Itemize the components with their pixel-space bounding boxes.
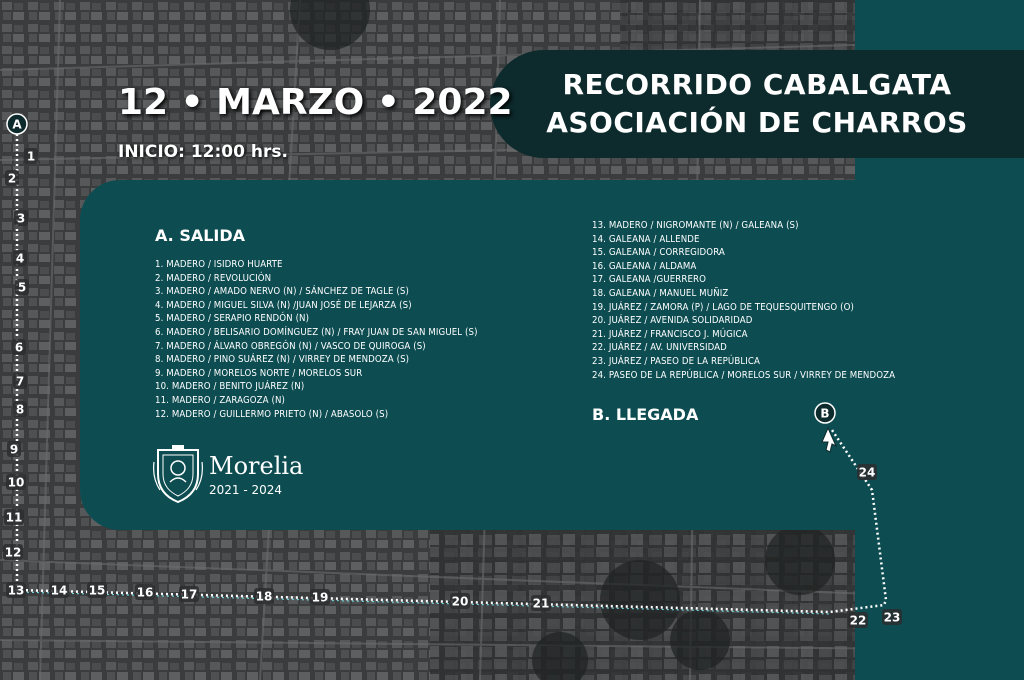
waypoint-label-24: 24 xyxy=(858,465,876,480)
list-item: 4. MADERO / MIGUEL SILVA (N) /JUAN JOSÉ DE LEJARZA (S) xyxy=(155,299,412,311)
waypoint-label-13: 13 xyxy=(7,583,25,598)
list-item: 2. MADERO / REVOLUCIÓN xyxy=(155,272,272,284)
waypoint-label-19: 19 xyxy=(311,590,329,605)
event-date: 12 • MARZO • 2022 xyxy=(118,82,513,123)
list-item: 13. MADERO / NIGROMANTE (N) / GALEANA (S) xyxy=(592,220,799,231)
list-item: 14. GALEANA / ALLENDE xyxy=(592,233,700,245)
waypoint-label-7: 7 xyxy=(15,374,25,389)
waypoint-label-2: 2 xyxy=(7,171,17,186)
list-item: 19. JUÁREZ / ZAMORA (P) / LAGO DE TEQUESQUITENGO (O) xyxy=(592,301,854,313)
list-item: 3. MADERO / AMADO NERVO (N) / SÁNCHEZ DE TAGLE (S) xyxy=(155,286,409,298)
waypoint-label-15: 15 xyxy=(88,583,106,598)
list-item: 12. MADERO / GUILLERMO PRIETO (N) / ABASOLO (S) xyxy=(155,408,389,420)
waypoint-label-9: 9 xyxy=(9,442,19,457)
arrow-cursor-icon xyxy=(822,428,836,452)
list-item: 24. PASEO DE LA REPÚBLICA / MORELOS SUR / VIRREY DE MENDOZA xyxy=(592,369,896,381)
waypoint-label-23: 23 xyxy=(883,610,901,625)
departure-title: A. SALIDA xyxy=(155,226,246,245)
logo-years: 2021 - 2024 xyxy=(209,483,283,497)
waypoint-label-21: 21 xyxy=(532,596,550,611)
list-item: 15. GALEANA / CORREGIDORA xyxy=(592,247,725,259)
list-item: 22. JUÁREZ / AV. UNIVERSIDAD xyxy=(592,342,727,354)
waypoint-label-8: 8 xyxy=(15,402,25,417)
waypoint-label-22: 22 xyxy=(849,613,867,628)
list-item: 16. GALEANA / ALDAMA xyxy=(592,260,697,272)
list-item: 5. MADERO / SERAPIO RENDÓN (N) xyxy=(155,313,310,325)
waypoint-label-1: 1 xyxy=(26,149,36,164)
waypoint-label-10: 10 xyxy=(7,475,25,490)
list-item: 20. JUÁREZ / AVENIDA SOLIDARIDAD xyxy=(592,315,753,327)
list-item: 7. MADERO / ÁLVARO OBREGÓN (N) / VASCO DE QUIROGA (S) xyxy=(155,340,426,352)
list-item: 8. MADERO / PINO SUÁREZ (N) / VIRREY DE MENDOZA (S) xyxy=(155,354,410,366)
waypoint-label-11: 11 xyxy=(5,510,23,525)
list-item: 18. GALEANA / MANUEL MUÑIZ xyxy=(592,287,729,299)
list-item: 10. MADERO / BENITO JUÁREZ (N) xyxy=(155,381,305,393)
start-time: INICIO: 12:00 hrs. xyxy=(118,142,288,162)
end-marker-b: B xyxy=(820,406,830,421)
logo-name: Morelia xyxy=(209,452,304,480)
waypoint-label-12: 12 xyxy=(4,545,22,560)
waypoint-label-20: 20 xyxy=(451,594,469,609)
waypoint-label-4: 4 xyxy=(15,251,25,266)
waypoint-label-3: 3 xyxy=(16,211,26,226)
waypoint-label-17: 17 xyxy=(180,587,198,602)
waypoint-label-6: 6 xyxy=(14,340,24,355)
list-item: 21. JUÁREZ / FRANCISCO J. MÚGICA xyxy=(592,328,748,340)
list-item: 17. GALEANA /GUERRERO xyxy=(592,274,707,286)
list-item: 9. MADERO / MORELOS NORTE / MORELOS SUR xyxy=(155,367,363,379)
waypoint-label-16: 16 xyxy=(136,585,154,600)
list-item: 6. MADERO / BELISARIO DOMÍNGUEZ (N) / FRAY JUAN DE SAN MIGUEL (S) xyxy=(155,326,478,338)
waypoint-label-5: 5 xyxy=(17,280,27,295)
list-item: 11. MADERO / ZARAGOZA (N) xyxy=(155,394,285,406)
waypoint-label-18: 18 xyxy=(255,589,273,604)
arrival-title: B. LLEGADA xyxy=(592,405,699,424)
list-item: 23. JUÁREZ / PASEO DE LA REPÚBLICA xyxy=(592,355,761,367)
waypoint-label-14: 14 xyxy=(50,583,68,598)
list-item: 1. MADERO / ISIDRO HUARTE xyxy=(155,259,283,270)
title-line-2: ASOCIACIÓN DE CHARROS xyxy=(546,106,968,139)
start-marker-a: A xyxy=(12,117,22,132)
title-line-1: RECORRIDO CABALGATA xyxy=(562,68,952,101)
